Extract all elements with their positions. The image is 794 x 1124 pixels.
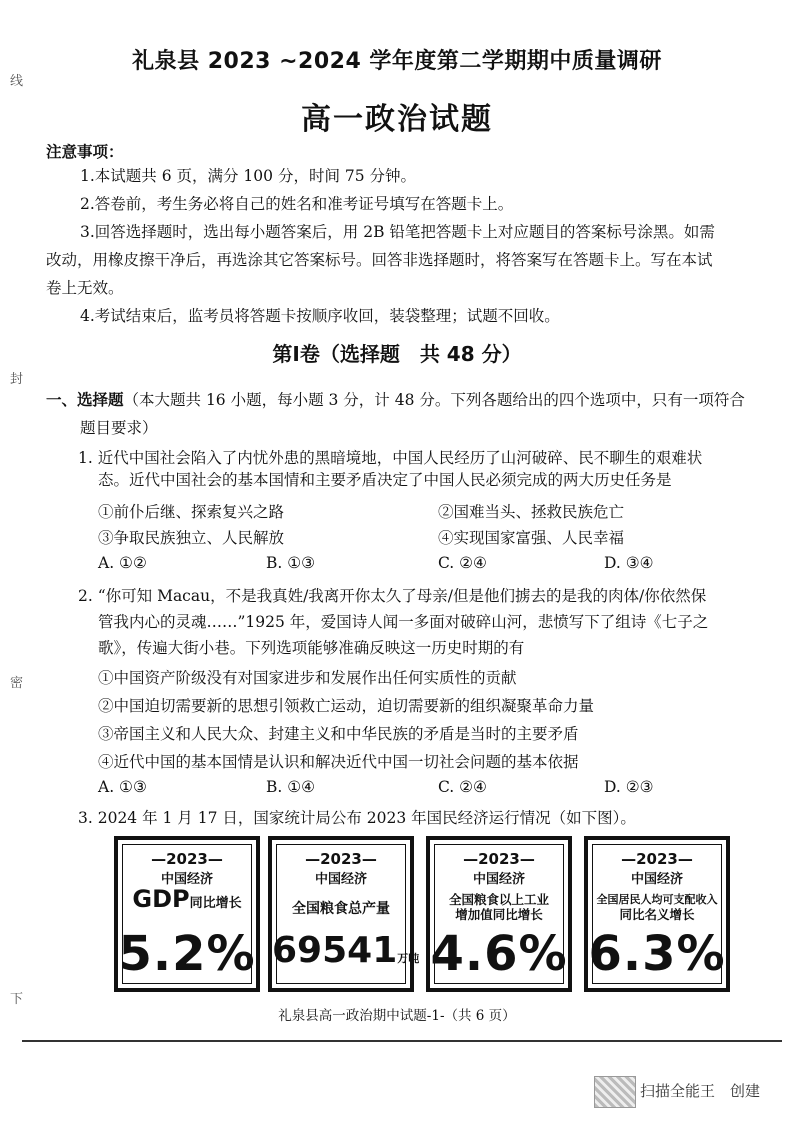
card-metric-line-1: 全国粮食以上工业: [448, 892, 549, 907]
notice-item-4: 4.考试结束后，监考员将答题卡按顺序收回，装袋整理；试题不回收。: [80, 307, 560, 325]
card-metric: [118, 885, 256, 913]
q2-statement-1: ①中国资产阶级没有对国家进步和发展作出任何实质性的贡献: [98, 669, 517, 687]
card-value: 4.6%: [430, 926, 568, 982]
q2-stem-1: 2. “你可知 Macau，不是我真姓/我离开你太久了母亲/但是他们掳去的是我的肉体/你依然保: [78, 587, 707, 605]
section-heading: 第Ⅰ卷（选择题 共 48 分）: [272, 342, 522, 366]
footer-divider: [22, 1040, 782, 1042]
exam-title: 礼泉县 2023 ~2024 学年度第二学期期中质量调研: [132, 49, 662, 74]
margin-mark-1: 线: [10, 74, 24, 89]
q2-stem-2: 管我内心的灵魂……”1925 年，爱国诗人闻一多面对破碎山河，悲愤写下了组诗《七子之: [98, 613, 709, 631]
card-year: —2023—: [463, 850, 535, 868]
q2-statement-4: ④近代中国的基本国情是认识和解决近代中国一切社会问题的基本依据: [98, 753, 579, 771]
stat-card-income: [584, 836, 730, 992]
notice-item-3: 3.回答选择题时，选出每小题答案后，用 2B 铅笔把答题卡上对应题目的答案标号涂黑。如需: [80, 223, 715, 241]
q1-option-d[interactable]: D. ③④: [604, 554, 654, 572]
q1-option-b[interactable]: B. ①③: [266, 554, 316, 572]
notice-item-1: 1.本试题共 6 页，满分 100 分，时间 75 分钟。: [80, 167, 417, 185]
card-value: 5.2%: [118, 926, 256, 982]
subject-title: 高一政治试题: [301, 102, 493, 137]
card-year: —2023—: [621, 850, 693, 868]
margin-mark-4: 下: [10, 992, 24, 1007]
notice-item-2: 2.答卷前，考生务必将自己的姓名和准考证号填写在答题卡上。: [80, 195, 514, 213]
q1-statement-3: ③争取民族独立、人民解放: [98, 529, 285, 547]
scanner-watermark: 扫描全能王 创建: [640, 1082, 761, 1100]
q2-stem-3: 歌》，传遍大街小巷。下列选项能够准确反映这一历史时期的有: [98, 639, 525, 657]
card-year: —2023—: [151, 850, 223, 868]
q1-stem-1: 1. 近代中国社会陷入了内忧外患的黑暗境地，中国人民经历了山河破碎、民不聊生的艰难状: [78, 449, 703, 467]
card-year: —2023—: [305, 850, 377, 868]
card-metric-line-1: 全国居民人均可支配收入: [596, 893, 718, 906]
stat-card-gdp: [114, 836, 260, 992]
q2-option-d[interactable]: D. ②③: [604, 778, 654, 796]
part-intro: [46, 386, 745, 414]
card-metric-gdp: GDP: [132, 885, 190, 913]
margin-mark-3: 密: [10, 676, 24, 691]
notice-item-3-end: 卷上无效。: [46, 279, 124, 297]
q1-stem-2: 态。近代中国社会的基本国情和主要矛盾决定了中国人民必须完成的两大历史任务是: [98, 471, 672, 489]
q1-statement-4: ④实现国家富强、人民幸福: [438, 529, 625, 547]
q1-option-c[interactable]: C. ②④: [438, 554, 487, 572]
q2-statement-3: ③帝国主义和人民大众、封建主义和中华民族的矛盾是当时的主要矛盾: [98, 725, 579, 743]
card-value: 6.3%: [588, 926, 726, 982]
q2-option-b[interactable]: B. ①④: [266, 778, 316, 796]
part-title: 一、选择题: [46, 391, 124, 409]
q2-option-a[interactable]: A. ①③: [98, 778, 147, 796]
card-econ: 中国经济: [160, 872, 213, 887]
card-econ: 中国经济: [630, 872, 683, 887]
part-desc: （本大题共 16 小题，每小题 3 分，计 48 分。下列各题给出的四个选项中，只有一项符合: [123, 391, 745, 409]
page-footer: 礼泉县高一政治期中试题-1-（共 6 页）: [278, 1008, 516, 1024]
part-desc-cont: 题目要求）: [80, 419, 158, 437]
stat-card-grain: [268, 836, 420, 992]
q3-stem-1: 3. 2024 年 1 月 17 日，国家统计局公布 2023 年国民经济运行情况（如下图）。: [78, 809, 636, 827]
q1-statement-1: ①前仆后继、探索复兴之路: [98, 503, 285, 521]
card-metric-rest: 同比增长: [189, 896, 242, 911]
card-metric-line-2: 增加值同比增长: [455, 907, 543, 922]
q2-statement-2: ②中国迫切需要新的思想引领救亡运动，迫切需要新的组织凝聚革命力量: [98, 697, 595, 715]
card-metric: 全国粮食总产量: [292, 901, 390, 917]
card-metric-line-2: 同比名义增长: [619, 907, 695, 922]
card-value: 69541: [272, 930, 398, 971]
margin-mark-2: 封: [10, 372, 24, 387]
card-value-wrap: [272, 930, 420, 971]
q1-statement-2: ②国难当头、拯救民族危亡: [438, 503, 625, 521]
q1-option-a[interactable]: A. ①②: [98, 554, 147, 572]
card-unit: 万吨: [397, 952, 420, 965]
q2-option-c[interactable]: C. ②④: [438, 778, 487, 796]
qr-logo-icon: [594, 1076, 636, 1108]
stat-card-industry: [426, 836, 572, 992]
notice-heading: 注意事项：: [46, 143, 124, 161]
card-econ: 中国经济: [472, 872, 525, 887]
notice-item-3-cont: 改动，用橡皮擦干净后，再选涂其它答案标号。回答非选择题时，将答案写在答题卡上。写在本试: [46, 251, 713, 269]
card-econ: 中国经济: [314, 872, 367, 887]
